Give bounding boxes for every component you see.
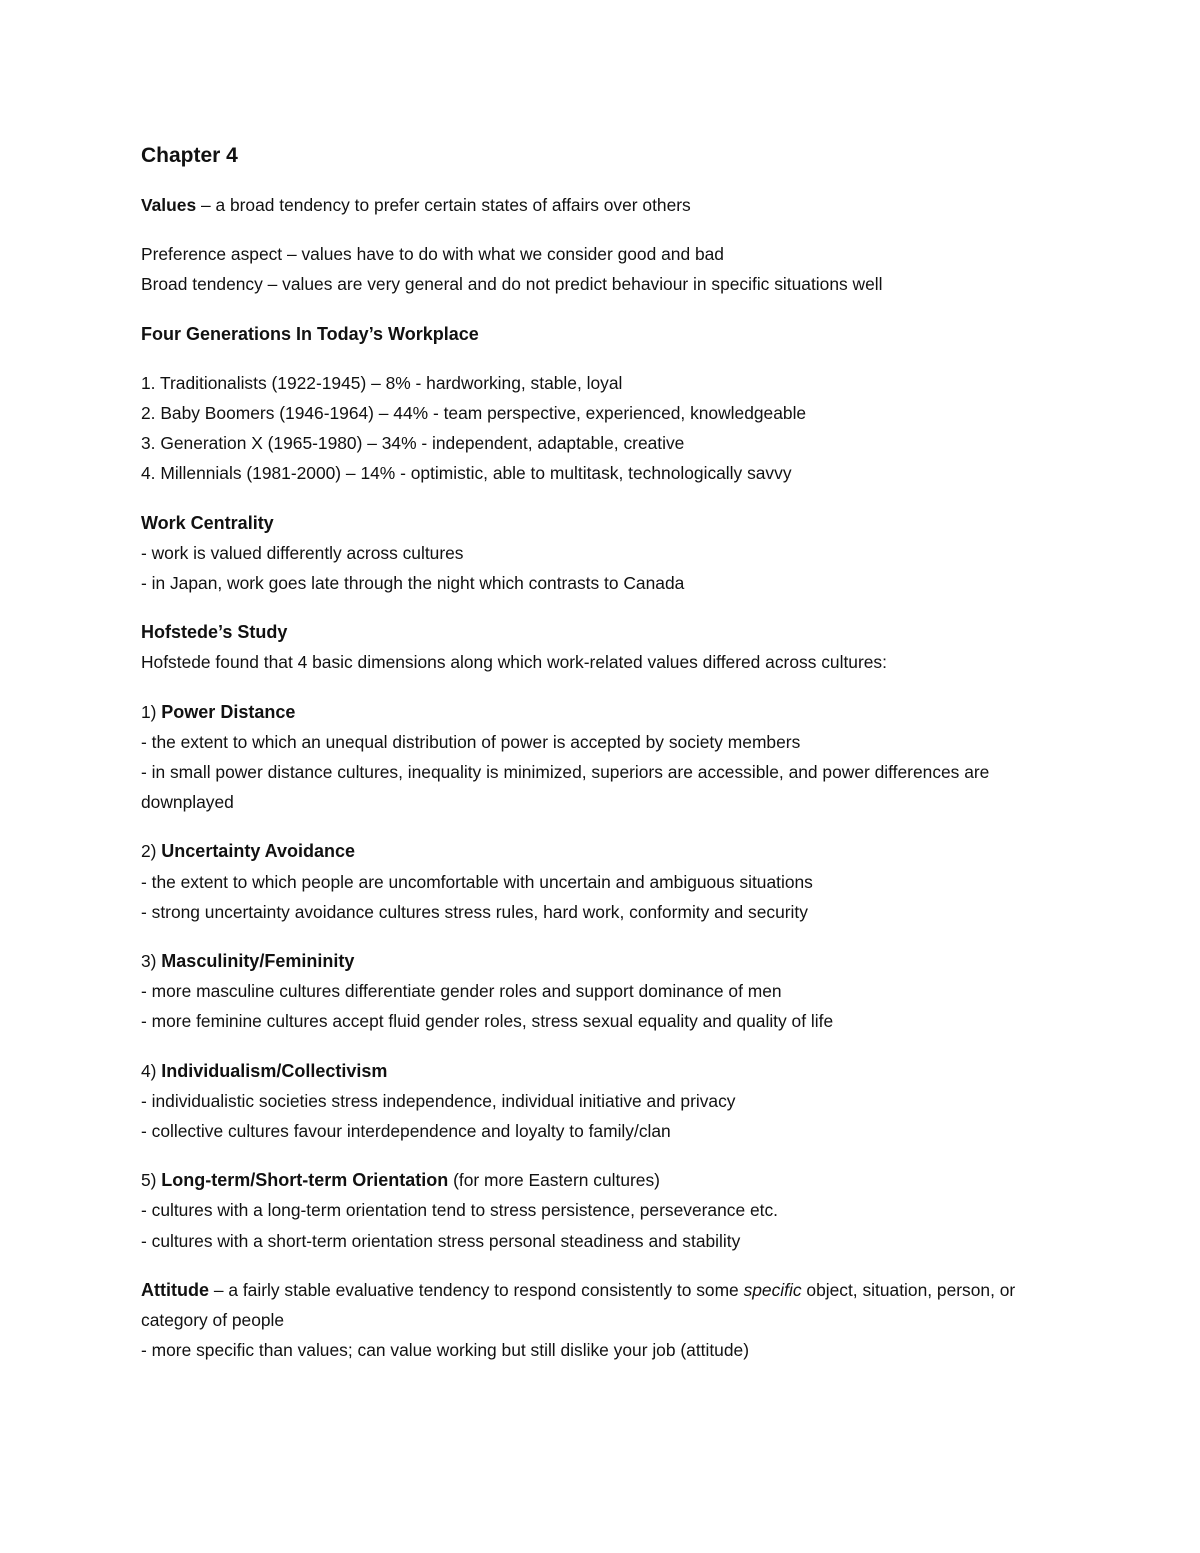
- dimension-number: 2): [141, 841, 162, 862]
- generations-heading-block: [141, 319, 1061, 349]
- dimension-title: Long-term/Short-term Orientation: [161, 1170, 449, 1191]
- dimension-item: - the extent to which an unequal distribution of power is accepted by society members: [141, 731, 801, 752]
- attitude-def-emphasis: specific: [743, 1279, 802, 1300]
- generations-list: [141, 368, 1061, 489]
- generation-item: 4. Millennials (1981-2000) – 14% - optimistic, able to multitask, technologically savvy: [141, 463, 792, 484]
- hofstede-heading: Hofstede’s Study: [141, 622, 288, 643]
- dimension-title: Masculinity/Femininity: [161, 951, 355, 972]
- generation-item: 3. Generation X (1965-1980) – 34% - independent, adaptable, creative: [141, 433, 685, 454]
- dimension-item: - individualistic societies stress independence, individual initiative and privacy: [141, 1090, 736, 1111]
- values-aspects: [141, 239, 1061, 299]
- document-page: [141, 140, 1061, 1385]
- attitude-term: Attitude: [141, 1279, 209, 1300]
- attitude-section: [141, 1275, 1061, 1366]
- dimension-number: 4): [141, 1060, 162, 1081]
- generation-item: 1. Traditionalists (1922-1945) – 8% - hardworking, stable, loyal: [141, 372, 623, 393]
- dimension-item: - cultures with a long-term orientation tend to stress persistence, perseverance etc.: [141, 1200, 778, 1221]
- generation-item: 2. Baby Boomers (1946-1964) – 44% - team perspective, experienced, knowledgeable: [141, 403, 807, 424]
- dimension-power-distance: [141, 697, 1061, 818]
- dimension-item: - more feminine cultures accept fluid gender roles, stress sexual equality and quality of life: [141, 1011, 834, 1032]
- values-definition: [141, 190, 1061, 220]
- dimension-title: Individualism/Collectivism: [161, 1060, 388, 1081]
- dimension-item: - the extent to which people are uncomfortable with uncertain and ambiguous situations: [141, 871, 813, 892]
- values-term: Values: [141, 195, 197, 215]
- attitude-note: - more specific than values; can value working but still dislike your job (attitude): [141, 1340, 749, 1361]
- preference-aspect: Preference aspect – values have to do with what we consider good and bad: [141, 244, 724, 265]
- dimension-number: 3): [141, 951, 162, 972]
- dimension-number: 1): [141, 701, 162, 722]
- dimension-number: 5): [141, 1170, 162, 1191]
- dimension-item: - cultures with a short-term orientation stress personal steadiness and stability: [141, 1230, 741, 1251]
- attitude-def-after: object, situation, person, or category of people: [141, 1279, 1016, 1331]
- work-centrality-section: [141, 508, 1061, 599]
- attitude-def-before: – a fairly stable evaluative tendency to respond consistently to some: [208, 1279, 744, 1300]
- dimension-suffix: (for more Eastern cultures): [448, 1170, 660, 1191]
- dimension-individualism-collectivism: [141, 1056, 1061, 1147]
- dimension-item: - collective cultures favour interdependence and loyalty to family/clan: [141, 1121, 671, 1142]
- dimension-long-short-term: [141, 1165, 1061, 1256]
- dimension-item: - strong uncertainty avoidance cultures stress rules, hard work, conformity and security: [141, 901, 808, 922]
- dimension-uncertainty-avoidance: [141, 836, 1061, 927]
- values-definition-text: – a broad tendency to prefer certain states of affairs over others: [196, 195, 691, 215]
- dimension-item: - in small power distance cultures, inequality is minimized, superiors are accessible, and power differences are downplayed: [141, 762, 990, 813]
- broad-tendency: Broad tendency – values are very general and do not predict behaviour in specific situations well: [141, 274, 883, 295]
- work-centrality-item: - work is valued differently across cultures: [141, 542, 464, 563]
- dimension-masculinity-femininity: [141, 946, 1061, 1037]
- dimension-item: - more masculine cultures differentiate gender roles and support dominance of men: [141, 981, 782, 1002]
- hofstede-section: [141, 617, 1061, 677]
- dimension-title: Power Distance: [161, 701, 296, 722]
- work-centrality-heading: Work Centrality: [141, 512, 274, 533]
- hofstede-intro: Hofstede found that 4 basic dimensions along which work-related values differed across cultures:: [141, 652, 887, 673]
- generations-heading: Four Generations In Today’s Workplace: [141, 323, 479, 344]
- chapter-title: Chapter 4: [141, 144, 238, 167]
- dimension-title: Uncertainty Avoidance: [161, 841, 356, 862]
- work-centrality-item: - in Japan, work goes late through the night which contrasts to Canada: [141, 573, 685, 594]
